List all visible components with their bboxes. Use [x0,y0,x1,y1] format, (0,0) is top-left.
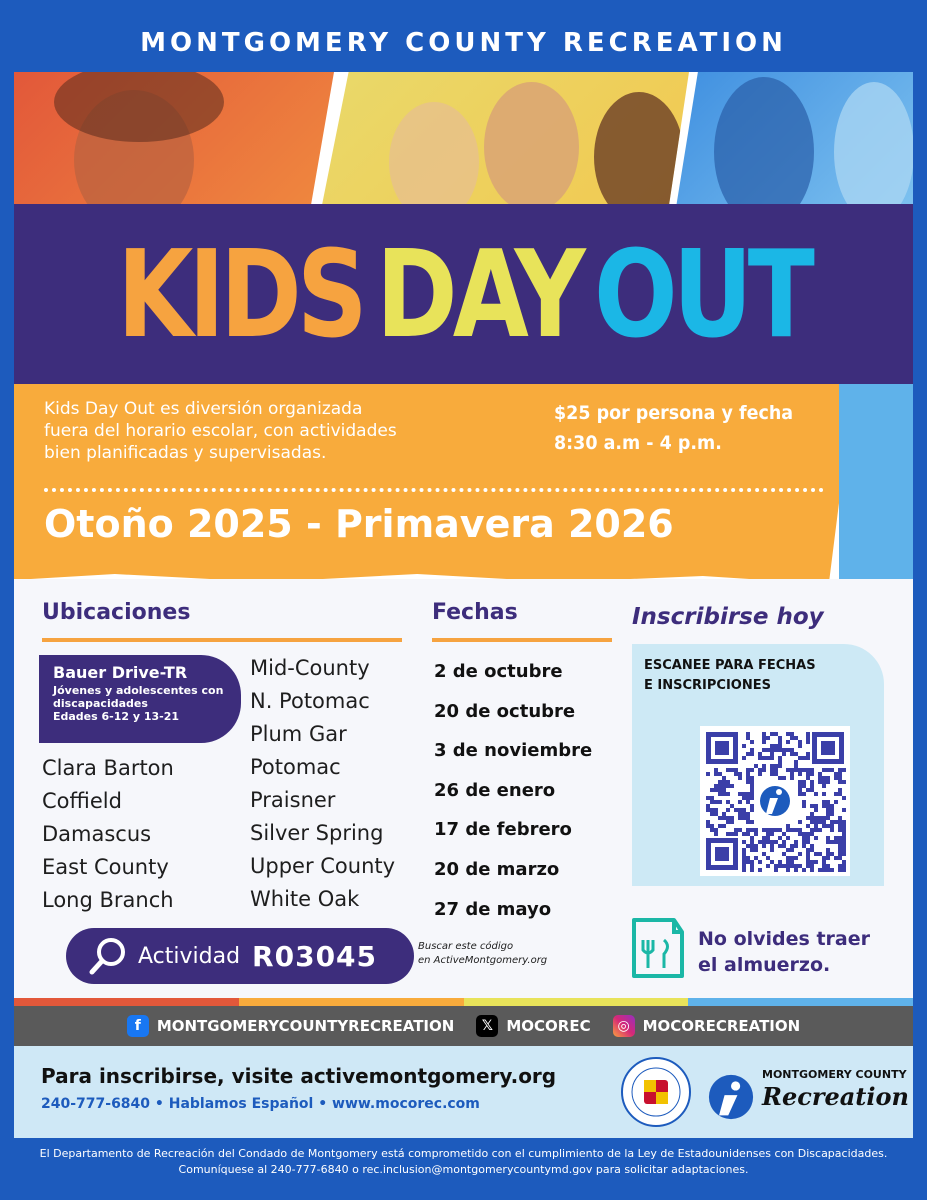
activity-code-pill[interactable] [66,928,414,984]
scan-instructions: ESCANEE PARA FECHAS E INSCRIPCIONES [644,658,816,693]
bauer-name: Bauer Drive-TR [53,663,188,682]
date-item: 20 de marzo [434,858,560,880]
x-link[interactable]: 𝕏 MOCOREC [476,1015,590,1037]
location-item: Clara Barton [42,756,174,780]
event-title [95,210,832,380]
activity-search-note: Buscar este código en ActiveMontgomery.org [418,941,548,966]
dates-heading: Fechas [432,600,518,625]
x-icon: 𝕏 [476,1015,498,1037]
date-item: 3 de noviembre [434,740,593,762]
qr-code-graphic [700,726,850,876]
date-item: 20 de octubre [434,700,576,722]
instagram-icon: ◎ [613,1015,635,1037]
intro-text: Kids Day Out es diversión organizada fuera del horario escolar, con actividades bien planificadas y supervisadas. [44,399,397,463]
flyer [14,14,913,1186]
location-item: Mid-County [250,656,370,680]
price-and-hours: $25 por persona y fecha 8:30 a.m - 4 p.m. [554,402,794,454]
color-stripes [14,998,913,1006]
location-item: Plum Gar [250,722,347,746]
dates-list [434,652,592,929]
bauer-description: Jóvenes y adolescentes con discapacidades Edades 6-12 y 13-21 [53,684,224,723]
contact-line[interactable]: 240-777-6840 • Hablamos Español • www.mocorec.com [41,1096,480,1112]
decorative-blue-edge [839,384,913,584]
location-item: Potomac [250,755,341,779]
qr-code-icon[interactable] [700,726,850,876]
social-bar [14,1006,913,1046]
activity-code: R03045 [252,939,378,973]
dotted-divider [44,488,824,492]
bauer-drive-callout [39,655,241,743]
facebook-link[interactable]: f MONTGOMERYCOUNTYRECREATION [127,1015,455,1037]
kids-photo-band [14,72,913,220]
locations-list-left [42,752,174,917]
locations-list-right [250,652,395,916]
photo-laughing-child [14,72,334,220]
title-kids: KIDS [117,225,363,365]
legal-notice: El Departamento de Recreación del Condado de Montgomery está comprometido con el cumplimiento de la Ley de Estadounidenses con Discapacidades. Comuníquese al 240-777-6840 o rec.inclusion@montgomerycountymd.gov para solicitar adaptaciones. [14,1138,913,1186]
logo-county-text: MONTGOMERY COUNTY [762,1068,907,1081]
locations-heading: Ubicaciones [42,600,191,625]
date-item: 27 de mayo [434,898,552,920]
date-item: 2 de octubre [434,661,563,682]
visit-text[interactable]: Para inscribirse, visite activemontgomery.org [41,1064,557,1088]
location-item: Upper County [250,854,396,878]
lunch-bag-icon [624,910,692,980]
register-title: Inscribirse hoy [632,604,824,630]
photo-smiling-children [319,72,689,220]
location-item: Long Branch [42,888,174,912]
logo-recreation-text: Recreation [762,1082,909,1111]
facebook-icon: f [127,1015,149,1037]
activity-label: Actividad [138,943,241,969]
title-day: DAY [375,225,581,365]
location-item: Damascus [42,822,152,846]
location-item: Silver Spring [250,821,384,845]
date-item: 17 de febrero [434,819,572,841]
title-out: OUT [593,225,810,365]
photo-girls [674,72,913,220]
location-item: White Oak [250,887,360,911]
date-item: 26 de enero [434,779,556,801]
search-icon [88,936,128,976]
location-item: N. Potomac [250,689,370,713]
recreation-logo-icon [708,1068,754,1126]
dates-underline [432,638,612,642]
season-title: Otoño 2025 - Primavera 2026 [44,502,674,546]
location-item: East County [42,855,169,879]
lunch-reminder: No olvides traer el almuerzo. [698,928,870,976]
location-item: Praisner [250,788,336,812]
org-header: MONTGOMERY COUNTY RECREATION [14,14,913,72]
location-item: Coffield [42,789,122,813]
instagram-link[interactable]: ◎ MOCORECREATION [613,1015,801,1037]
locations-underline [42,638,402,642]
county-seal-icon [620,1056,692,1128]
